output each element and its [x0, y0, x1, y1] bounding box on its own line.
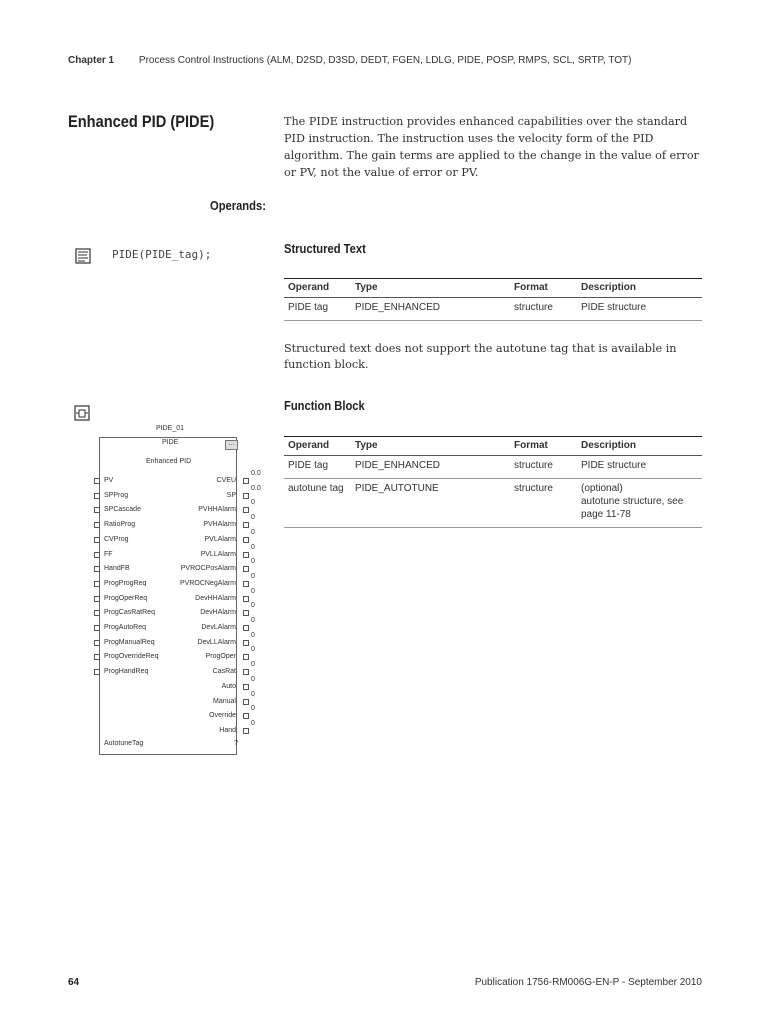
input-pin-marker[interactable] — [94, 669, 100, 675]
column-header: Type — [351, 279, 510, 298]
input-pin-label: ProgHandReq — [104, 668, 149, 676]
output-pin-label: CasRat — [212, 668, 236, 676]
column-header: Type — [351, 437, 510, 456]
output-pin-label: Override — [209, 712, 236, 720]
input-pin-marker[interactable] — [94, 610, 100, 616]
output-pin-marker[interactable] — [243, 684, 249, 690]
output-pin-value: 0 — [251, 675, 255, 683]
output-pin-label: Manual — [213, 697, 236, 705]
column-header: Operand — [284, 279, 351, 298]
input-pin-label: ProgAutoReq — [104, 624, 147, 631]
input-pin-marker[interactable] — [94, 581, 100, 587]
output-pin-marker[interactable] — [243, 596, 249, 602]
output-pin-value: 0 — [251, 631, 255, 639]
output-pin-marker[interactable] — [243, 537, 249, 543]
autotune-value: ? — [234, 740, 238, 747]
input-pin-label: ProgManualReq — [104, 638, 155, 646]
table-row — [284, 456, 702, 479]
table-row — [284, 479, 702, 528]
publication-id: Publication 1756-RM006G-EN-P - September 2010 — [474, 977, 702, 988]
function-block-table — [284, 436, 702, 528]
output-pin-marker[interactable] — [243, 640, 249, 646]
table-cell: PIDE_ENHANCED — [351, 456, 510, 479]
output-pin-value: 0.0 — [251, 484, 261, 492]
output-pin-marker[interactable] — [243, 522, 249, 528]
running-header — [68, 55, 631, 66]
table-row — [284, 298, 702, 321]
column-header: Operand — [284, 437, 351, 456]
output-pin-value: 0 — [251, 558, 255, 566]
output-pin-value: 0 — [251, 646, 255, 654]
table-cell: PIDE_AUTOTUNE — [351, 479, 510, 528]
output-pin-marker[interactable] — [243, 478, 249, 484]
output-pin-marker[interactable] — [243, 699, 249, 705]
table-cell: structure — [510, 298, 577, 321]
block-subtitle: Enhanced PID — [146, 458, 192, 465]
input-pin-label: FF — [104, 550, 113, 558]
table-cell: PIDE structure — [577, 298, 702, 321]
output-pin-marker[interactable] — [243, 493, 249, 499]
output-pin-value: 0 — [251, 587, 255, 595]
output-pin-marker[interactable] — [243, 669, 249, 675]
input-pin-label: ProgCasRatReq — [104, 609, 155, 617]
table-cell: PIDE structure — [577, 456, 702, 479]
column-header: Description — [577, 279, 702, 298]
output-pin-marker[interactable] — [243, 654, 249, 660]
chapter-title: Process Control Instructions (ALM, D2SD, D3SD, DEDT, FGEN, LDLG, PIDE, POSP, RMPS, SCL, SRTP, TOT) — [138, 55, 632, 66]
output-pin-value: 0 — [251, 572, 255, 580]
input-pin-marker[interactable] — [94, 640, 100, 646]
output-pin-label: PVHHAlarm — [198, 506, 236, 514]
output-pin-value: 0 — [251, 602, 255, 610]
input-pin-marker[interactable] — [94, 493, 100, 499]
function-block-diagram — [88, 425, 268, 765]
output-pin-label: PVHAlarm — [203, 521, 236, 529]
output-pin-value: 0 — [251, 661, 255, 669]
input-pin-marker[interactable] — [94, 478, 100, 484]
table-cell: (optional) autotune structure, see page 11-78 — [577, 479, 702, 528]
output-pin-label: DevHAlarm — [200, 609, 236, 617]
input-pin-label: SPProg — [104, 491, 129, 499]
structured-text-note: Structured text does not support the autotune tag that is available in function block. — [284, 342, 677, 371]
function-block-heading: Function Block — [284, 398, 365, 413]
input-pin-marker[interactable] — [94, 596, 100, 602]
section-title: Enhanced PID (PIDE) — [68, 112, 215, 131]
input-pin-label: PV — [104, 477, 114, 484]
input-pin-label: HandFB — [104, 565, 130, 573]
input-pin-label: ProgOverrideReq — [104, 653, 159, 661]
structured-text-table — [284, 278, 702, 321]
function-block-icon — [74, 405, 90, 421]
block-tag: PIDE_01 — [156, 425, 185, 432]
output-pin-value: 0 — [251, 543, 255, 551]
input-pin-marker[interactable] — [94, 522, 100, 528]
table-cell: PIDE tag — [284, 298, 351, 321]
output-pin-marker[interactable] — [243, 581, 249, 587]
output-pin-label: CVEU — [216, 477, 236, 484]
output-pin-value: 0 — [251, 719, 255, 727]
output-pin-label: PVLLAlarm — [200, 550, 236, 558]
input-pin-label: ProgOperReq — [104, 594, 148, 602]
input-pin-marker[interactable] — [94, 507, 100, 513]
input-pin-label: ProgProgReq — [104, 579, 147, 587]
table-cell: PIDE tag — [284, 456, 351, 479]
structured-text-heading: Structured Text — [284, 241, 366, 256]
block-type: PIDE — [162, 439, 179, 446]
output-pin-label: DevLAlarm — [201, 624, 236, 631]
output-pin-label: DevLLAlarm — [197, 638, 236, 646]
input-pin-marker[interactable] — [94, 654, 100, 660]
output-pin-label: PVROCPosAlarm — [180, 565, 236, 573]
output-pin-value: 0 — [251, 690, 255, 698]
output-pin-value: 0 — [251, 705, 255, 713]
output-pin-marker[interactable] — [243, 610, 249, 616]
output-pin-value: 0 — [251, 617, 255, 624]
output-pin-marker[interactable] — [243, 566, 249, 572]
intro-paragraph: The PIDE instruction provides enhanced capabilities over the standard PID instruction. The instruction uses the velocity form of the PID algorithm. The gain terms are applied to the change in the value of error or PV, not the value of error or PV. — [284, 115, 699, 179]
output-pin-label: Auto — [221, 682, 236, 690]
output-pin-label: Hand — [219, 726, 236, 734]
block-properties-button[interactable]: ... — [225, 440, 238, 450]
column-header: Format — [510, 437, 577, 456]
page-number: 64 — [68, 977, 80, 988]
output-pin-marker[interactable] — [243, 728, 249, 734]
output-pin-marker[interactable] — [243, 625, 249, 631]
output-pin-value: 0 — [251, 514, 255, 522]
input-pin-marker[interactable] — [94, 566, 100, 572]
input-pin-label: RatioProg — [104, 521, 136, 529]
column-header: Format — [510, 279, 577, 298]
input-pin-label: SPCascade — [104, 506, 141, 514]
output-pin-marker[interactable] — [243, 552, 249, 558]
output-pin-label: ProgOper — [205, 653, 236, 661]
input-pin-label: CVProg — [104, 535, 129, 543]
autotune-label: AutotuneTag — [104, 740, 144, 747]
table-cell: autotune tag — [284, 479, 351, 528]
table-cell: structure — [510, 456, 577, 479]
output-pin-label: PVLAlarm — [204, 535, 236, 543]
table-cell: PIDE_ENHANCED — [351, 298, 510, 321]
output-pin-value: 0.0 — [251, 470, 261, 477]
input-pin-marker[interactable] — [94, 537, 100, 543]
output-pin-marker[interactable] — [243, 507, 249, 513]
output-pin-label: PVROCNegAlarm — [179, 579, 236, 587]
output-pin-value: 0 — [251, 528, 255, 536]
chapter-label: Chapter 1 — [68, 55, 115, 66]
output-pin-marker[interactable] — [243, 713, 249, 719]
structured-text-icon — [75, 248, 91, 264]
output-pin-value: 0 — [251, 499, 255, 507]
input-pin-marker[interactable] — [94, 552, 100, 558]
column-header: Description — [577, 437, 702, 456]
table-cell: structure — [510, 479, 577, 528]
output-pin-label: SP — [226, 491, 236, 499]
input-pin-marker[interactable] — [94, 625, 100, 631]
operands-label: Operands: — [210, 198, 266, 213]
structured-text-code: PIDE(PIDE_tag); — [112, 248, 212, 261]
output-pin-label: DevHHAlarm — [195, 594, 236, 602]
